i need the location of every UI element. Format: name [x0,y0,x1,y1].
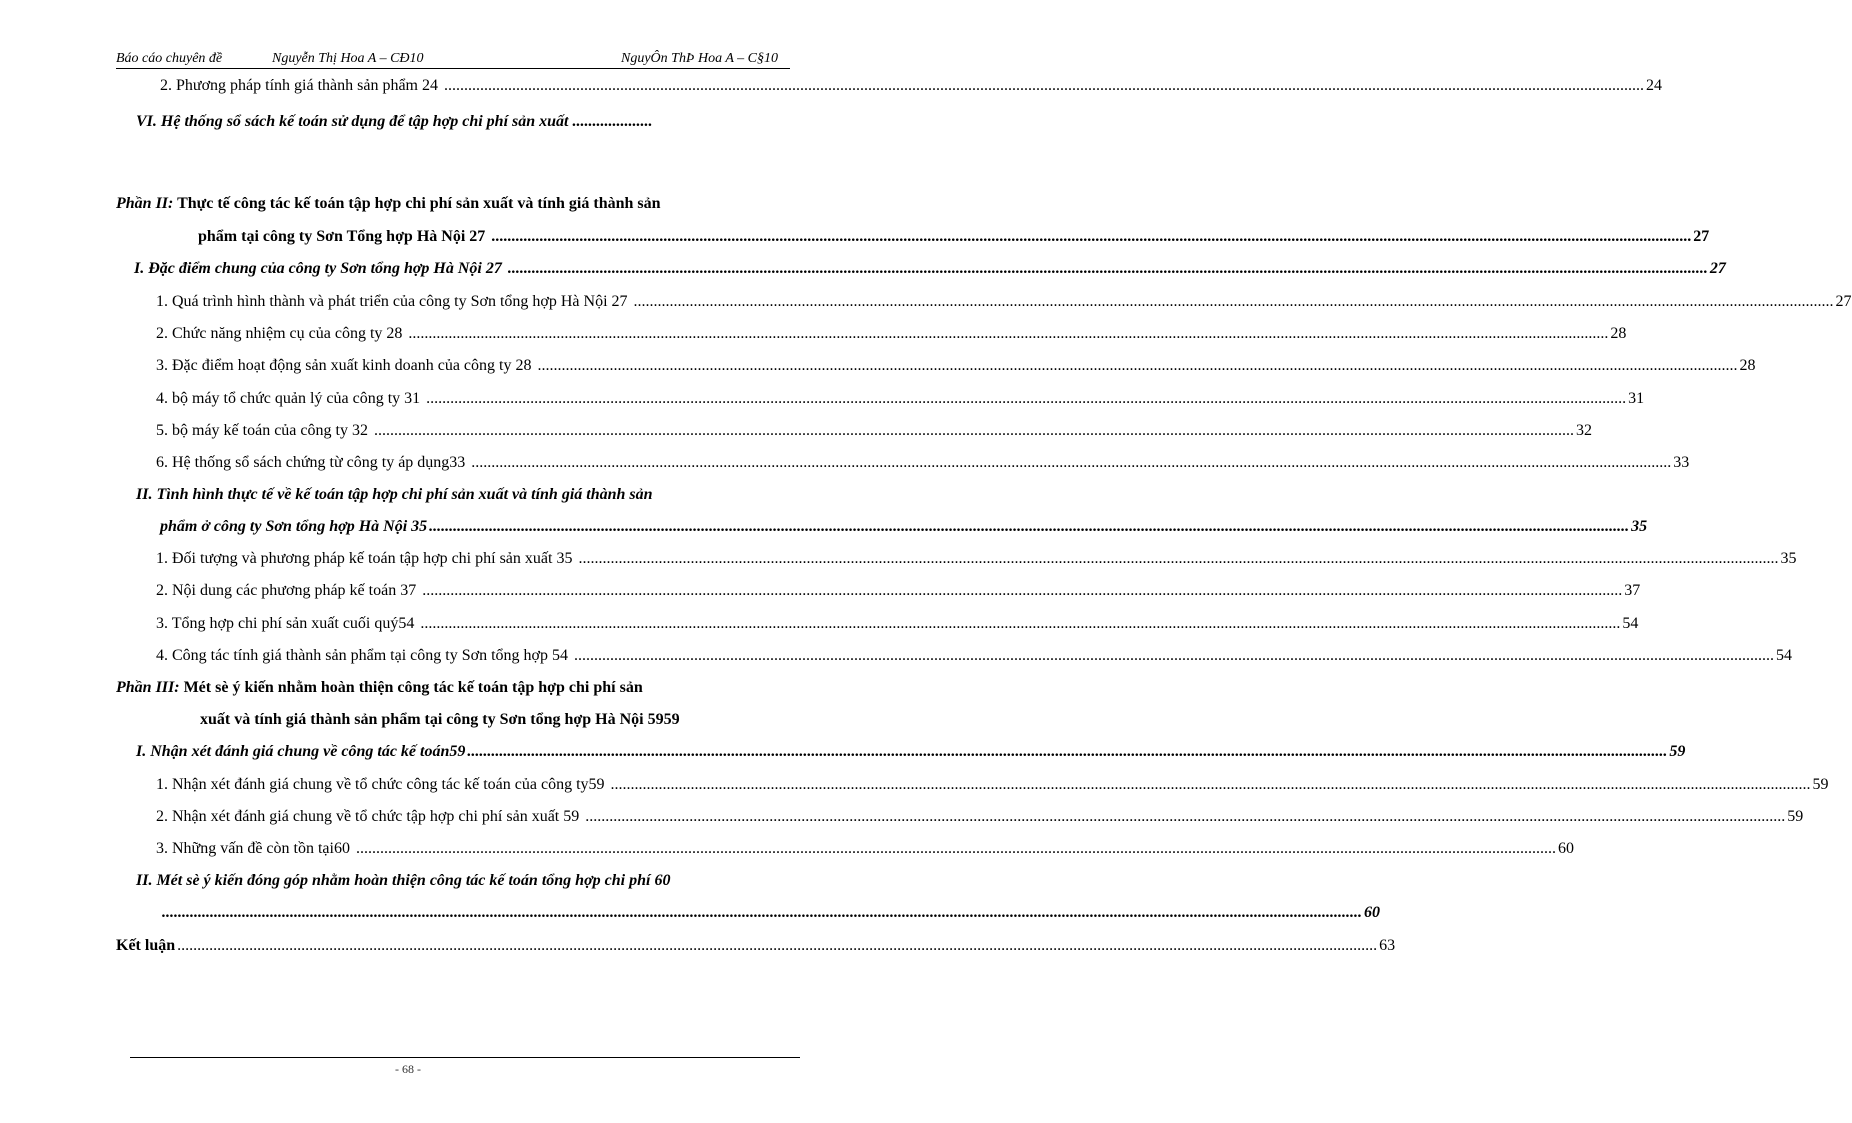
toc-entry: 4. Công tác tính giá thành sản phẩm tại công ty Sơn tổng hợp 54 ............................................................................................................................................................................................................................................................................................................ 54 [156,647,1792,664]
toc-conclusion: Kết luận ............................................................................................................................................................................................................................................................................................................ 63 [116,937,1396,954]
part-label: Phần II: [116,195,174,212]
toc-entry: 4. bộ máy tổ chức quản lý của công ty 31 ............................................................................................................................................................................................................................................................................................................ 31 [156,390,1645,407]
toc-part-heading: Phần III: Mét sè ý kiến nhằm hoàn thiện công tác kế toán tập hợp chi phí sản [116,679,643,696]
header-author: Nguyễn Thị Hoa A – CĐ10 [272,51,424,66]
toc-entry: 3. Những vấn đề còn tồn tại60 ............................................................................................................................................................................................................................................................................................................ 60 [156,840,1574,857]
footer-divider [130,1057,800,1058]
toc-section-heading: I. Nhận xét đánh giá chung về công tác kế toán59 ............................................................................................................................................................................................................................................................................................................ 59 [136,743,1686,760]
page-number: - 68 - [395,1062,421,1076]
toc-entry: 2. Phương pháp tính giá thành sản phẩm 24 ............................................................................................................................................................................................................................................................................................................ 24 [160,77,1662,94]
toc-entry: 2. Chức năng nhiệm cụ của công ty 28 ............................................................................................................................................................................................................................................................................................................ 28 [156,325,1627,342]
toc-entry: 1. Đối tượng và phương pháp kế toán tập hợp chi phí sản xuất 35 ............................................................................................................................................................................................................................................................................................................ 35 [156,550,1797,567]
toc-part-heading-cont: xuất và tính giá thành sản phẩm tại công ty Sơn tổng hợp Hà Nội 5959 [200,711,680,728]
page-header [116,50,790,69]
toc-entry: 1. Quá trình hình thành và phát triển của công ty Sơn tổng hợp Hà Nội 27 ............................................................................................................................................................................................................................................................................................................ 27 [156,293,1852,310]
toc-section-heading-cont: ............................................................................................................................................................................................................................................................................................................ 60 [162,904,1380,921]
toc-entry: 2. Nhận xét đánh giá chung về tổ chức tập hợp chi phí sản xuất 59 ............................................................................................................................................................................................................................................................................................................ 59 [156,808,1804,825]
toc-section-heading-cont: phẩm ở công ty Sơn tổng hợp Hà Nội 35 ............................................................................................................................................................................................................................................................................................................ 35 [160,518,1648,535]
toc-entry: 1. Nhận xét đánh giá chung về tổ chức công tác kế toán của công ty59 ............................................................................................................................................................................................................................................................................................................ 59 [156,776,1829,793]
part-label: Phần III: [116,679,180,696]
toc-section-heading: II. Mét sè ý kiến đóng góp nhằm hoàn thiện công tác kế toán tổng hợp chi phí 60 [136,872,671,889]
toc-entry: 3. Đặc điểm hoạt động sản xuất kinh doanh của công ty 28 ............................................................................................................................................................................................................................................................................................................ 28 [156,357,1756,374]
toc-section-heading: II. Tình hình thực tế về kế toán tập hợp chi phí sản xuất và tính giá thành sản [136,486,653,503]
header-author-garbled: NguyÔn ThÞ Hoa A – C§10 [621,51,778,66]
toc-section-heading: VI. Hệ thống sổ sách kế toán sử dụng để tập hợp chi phí sản xuất .................... [136,113,653,130]
toc-entry: 3. Tổng hợp chi phí sản xuất cuối quý54 ............................................................................................................................................................................................................................................................................................................ 54 [156,615,1639,632]
toc-part-heading-cont: phẩm tại công ty Sơn Tổng hợp Hà Nội 27 ............................................................................................................................................................................................................................................................................................................ 27 [198,228,1710,245]
toc-entry: 2. Nội dung các phương pháp kế toán 37 ............................................................................................................................................................................................................................................................................................................ 37 [156,582,1641,599]
toc-part-heading: Phần II: Thực tế công tác kế toán tập hợp chi phí sản xuất và tính giá thành sản [116,195,661,212]
toc-section-heading: I. Đặc điểm chung của công ty Sơn tổng hợp Hà Nội 27 ............................................................................................................................................................................................................................................................................................................ 27 [134,260,1726,277]
header-report-title: Báo cáo chuyên đề [116,51,223,66]
toc-entry: 5. bộ máy kế toán của công ty 32 ............................................................................................................................................................................................................................................................................................................ 32 [156,422,1592,439]
toc-entry: 6. Hệ thống sổ sách chứng từ công ty áp dụng33 ............................................................................................................................................................................................................................................................................................................ 33 [156,454,1690,471]
